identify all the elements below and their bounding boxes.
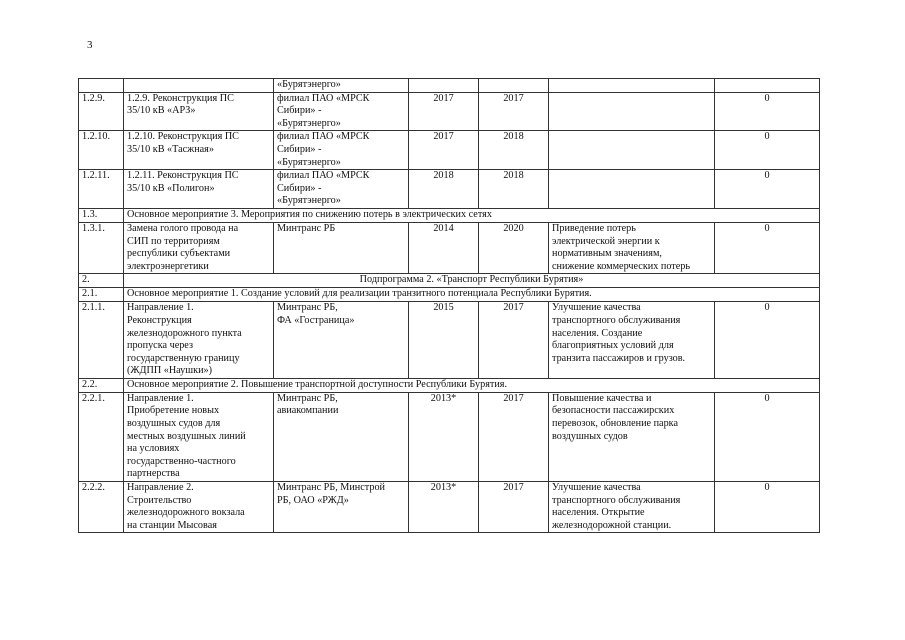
measure-name-line: железнодорожного пункта bbox=[127, 327, 242, 339]
measure-name bbox=[124, 131, 274, 170]
executor bbox=[274, 302, 409, 379]
value: 0 bbox=[715, 302, 820, 379]
row-number: 1.3.1. bbox=[79, 222, 124, 273]
executor-line: филиал ПАО «МРСК bbox=[277, 92, 370, 104]
section-heading: Основное мероприятие 2. Повышение транспортной доступности Республики Бурятия. bbox=[124, 378, 820, 392]
expected-result bbox=[549, 222, 715, 273]
table-row bbox=[79, 92, 820, 131]
measure-name-line: Направление 1. bbox=[127, 392, 194, 404]
expected-result bbox=[549, 482, 715, 533]
measure-name-line: на условиях bbox=[127, 443, 180, 455]
start-year: 2015 bbox=[409, 302, 479, 379]
expected-result bbox=[549, 170, 715, 209]
row-number: 2.2.2. bbox=[79, 482, 124, 533]
expected-result-line: Улучшение качества bbox=[552, 302, 641, 314]
measure-name-line: 35/10 кВ «Тасжная» bbox=[127, 143, 214, 155]
table-row bbox=[79, 222, 820, 273]
value: 0 bbox=[715, 131, 820, 170]
table-row bbox=[79, 131, 820, 170]
start-year bbox=[409, 79, 479, 93]
end-year: 2018 bbox=[479, 131, 549, 170]
executor bbox=[274, 482, 409, 533]
expected-result-line: электрической энергии к bbox=[552, 235, 660, 247]
measure-name-line: 35/10 кВ «АРЗ» bbox=[127, 105, 196, 117]
measure-name-line: 1.2.10. Реконструкция ПС bbox=[127, 131, 239, 143]
measure-name-line: Замена голого провода на bbox=[127, 222, 239, 234]
table-row bbox=[79, 208, 820, 222]
measure-name-line: электроэнергетики bbox=[127, 260, 209, 272]
value: 0 bbox=[715, 392, 820, 481]
executor-line: Минтранс РБ bbox=[277, 222, 336, 234]
measure-name-line: государственно-частного bbox=[127, 455, 236, 467]
measure-name-line: воздушных судов для bbox=[127, 418, 221, 430]
table-row bbox=[79, 482, 820, 533]
executor-line: «Бурятэнерго» bbox=[277, 79, 341, 90]
expected-result-line: безопасности пассажирских bbox=[552, 405, 675, 417]
executor-line: Сибири» - bbox=[277, 143, 322, 155]
start-year: 2014 bbox=[409, 222, 479, 273]
page-number: 3 bbox=[87, 39, 93, 51]
measure-name-line: 1.2.9. Реконструкция ПС bbox=[127, 92, 234, 104]
measure-name-line: на станции Мысовая bbox=[127, 519, 217, 531]
measure-name-line: Направление 1. bbox=[127, 302, 194, 314]
measure-name-line: Направление 2. bbox=[127, 482, 194, 494]
row-number: 2. bbox=[79, 274, 124, 288]
executor-line: Минтранс РБ, bbox=[277, 392, 338, 404]
expected-result-line: Улучшение качества bbox=[552, 482, 641, 494]
table-row bbox=[79, 378, 820, 392]
expected-result-line: Повышение качества и bbox=[552, 392, 652, 404]
expected-result-line: снижение коммерческих потерь bbox=[552, 260, 690, 272]
expected-result-line: Приведение потерь bbox=[552, 222, 636, 234]
expected-result-line: транспортного обслуживания bbox=[552, 494, 681, 506]
executor-line: «Бурятэнерго» bbox=[277, 117, 341, 129]
expected-result bbox=[549, 79, 715, 93]
expected-result bbox=[549, 392, 715, 481]
row-number: 1.2.11. bbox=[79, 170, 124, 209]
expected-result-line: благоприятных условий для bbox=[552, 340, 674, 352]
expected-result bbox=[549, 131, 715, 170]
row-number: 2.1.1. bbox=[79, 302, 124, 379]
executor-line: Минтранс РБ, bbox=[277, 302, 338, 314]
measure-name-line: (ЖДПП «Наушки») bbox=[127, 365, 213, 377]
row-number: 1.2.9. bbox=[79, 92, 124, 131]
table-row bbox=[79, 79, 820, 93]
row-number: 1.3. bbox=[79, 208, 124, 222]
executor bbox=[274, 79, 409, 93]
measure-name-line: 1.2.11. Реконструкция ПС bbox=[127, 170, 239, 182]
executor-line: авиакомпании bbox=[277, 405, 339, 417]
row-number bbox=[79, 79, 124, 93]
executor-line: филиал ПАО «МРСК bbox=[277, 170, 370, 182]
measure-name-line: Строительство bbox=[127, 494, 192, 506]
executor bbox=[274, 131, 409, 170]
executor bbox=[274, 392, 409, 481]
row-number: 2.2. bbox=[79, 378, 124, 392]
start-year: 2013* bbox=[409, 482, 479, 533]
end-year bbox=[479, 79, 549, 93]
measure-name-line: Приобретение новых bbox=[127, 405, 220, 417]
value: 0 bbox=[715, 222, 820, 273]
expected-result-line: населения. Открытие bbox=[552, 507, 645, 519]
expected-result-line: перевозок, обновление парка bbox=[552, 418, 678, 430]
row-number: 2.1. bbox=[79, 288, 124, 302]
end-year: 2017 bbox=[479, 482, 549, 533]
value: 0 bbox=[715, 482, 820, 533]
expected-result bbox=[549, 92, 715, 131]
value bbox=[715, 79, 820, 93]
end-year: 2017 bbox=[479, 92, 549, 131]
measure-name-line: государственную границу bbox=[127, 352, 240, 364]
table-row bbox=[79, 170, 820, 209]
executor bbox=[274, 92, 409, 131]
end-year: 2020 bbox=[479, 222, 549, 273]
measure-name bbox=[124, 392, 274, 481]
measure-name-line: СИП по территориям bbox=[127, 235, 220, 247]
executor-line: Минтранс РБ, Минстрой bbox=[277, 482, 385, 494]
measure-name bbox=[124, 79, 274, 93]
measure-name-line: железнодорожного вокзала bbox=[127, 507, 245, 519]
expected-result-line: воздушных судов bbox=[552, 430, 628, 442]
executor-line: «Бурятэнерго» bbox=[277, 195, 341, 207]
value: 0 bbox=[715, 92, 820, 131]
start-year: 2017 bbox=[409, 131, 479, 170]
end-year: 2017 bbox=[479, 392, 549, 481]
executor bbox=[274, 222, 409, 273]
table-row bbox=[79, 288, 820, 302]
executor-line: Сибири» - bbox=[277, 105, 322, 117]
expected-result bbox=[549, 302, 715, 379]
table-row bbox=[79, 274, 820, 288]
start-year: 2018 bbox=[409, 170, 479, 209]
executor-line: Сибири» - bbox=[277, 182, 322, 194]
section-heading: Основное мероприятие 1. Создание условий для реализации транзитного потенциала Республики Бурятия. bbox=[124, 288, 820, 302]
measure-name-line: 35/10 кВ «Полигон» bbox=[127, 182, 215, 194]
start-year: 2017 bbox=[409, 92, 479, 131]
executor-line: филиал ПАО «МРСК bbox=[277, 131, 370, 143]
executor-line: «Бурятэнерго» bbox=[277, 156, 341, 168]
measure-name-line: местных воздушных линий bbox=[127, 430, 246, 442]
measure-name bbox=[124, 170, 274, 209]
program-table bbox=[78, 78, 820, 533]
row-number: 1.2.10. bbox=[79, 131, 124, 170]
start-year: 2013* bbox=[409, 392, 479, 481]
row-number: 2.2.1. bbox=[79, 392, 124, 481]
executor-line: РБ, ОАО «РЖД» bbox=[277, 494, 349, 506]
measure-name bbox=[124, 302, 274, 379]
section-heading: Подпрограмма 2. «Транспорт Республики Бурятия» bbox=[124, 274, 820, 288]
expected-result-line: транспортного обслуживания bbox=[552, 314, 681, 326]
end-year: 2018 bbox=[479, 170, 549, 209]
executor bbox=[274, 170, 409, 209]
value: 0 bbox=[715, 170, 820, 209]
measure-name bbox=[124, 482, 274, 533]
expected-result-line: нормативным значениям, bbox=[552, 248, 662, 260]
expected-result-line: транзита пассажиров и грузов. bbox=[552, 352, 686, 364]
measure-name-line: партнерства bbox=[127, 468, 180, 480]
section-heading: Основное мероприятие 3. Мероприятия по снижению потерь в электрических сетях bbox=[124, 208, 820, 222]
executor-line: ФА «Гостраница» bbox=[277, 314, 355, 326]
measure-name-line: Реконструкция bbox=[127, 314, 192, 326]
expected-result-line: населения. Создание bbox=[552, 327, 643, 339]
measure-name bbox=[124, 92, 274, 131]
measure-name-line: пропуска через bbox=[127, 340, 193, 352]
measure-name-line: республики субъектами bbox=[127, 248, 231, 260]
expected-result-line: железнодорожной станции. bbox=[552, 519, 672, 531]
table-row bbox=[79, 392, 820, 481]
measure-name bbox=[124, 222, 274, 273]
table-row bbox=[79, 302, 820, 379]
end-year: 2017 bbox=[479, 302, 549, 379]
